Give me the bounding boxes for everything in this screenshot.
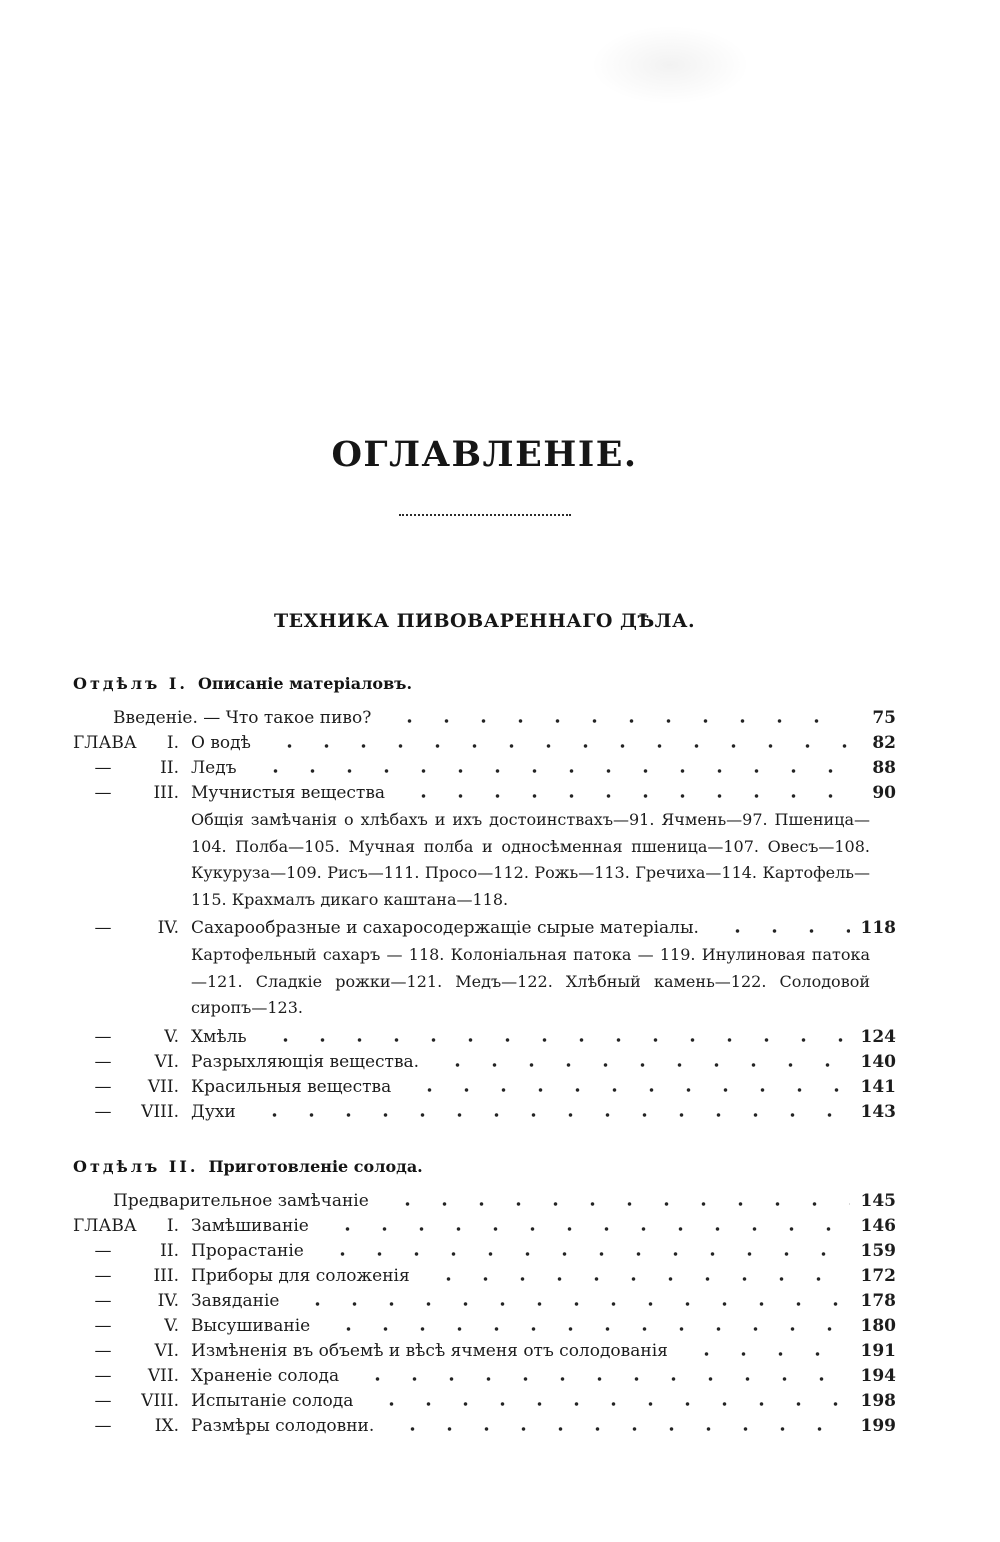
entry-numeral: II. bbox=[160, 1240, 179, 1261]
dot-leader bbox=[365, 1402, 850, 1406]
dot-leader bbox=[381, 1202, 850, 1206]
entry-page: 194 bbox=[860, 1365, 896, 1386]
entry-label: — bbox=[94, 1340, 112, 1361]
entry-page: 159 bbox=[860, 1240, 896, 1261]
entry-page: 141 bbox=[860, 1076, 896, 1097]
toc-entry bbox=[73, 1389, 896, 1414]
entry-label: — bbox=[94, 1415, 112, 1436]
section-heading-1 bbox=[73, 674, 896, 693]
toc-entry bbox=[73, 1289, 896, 1314]
dot-leader bbox=[351, 1377, 850, 1381]
entry-numeral: V. bbox=[164, 1026, 179, 1047]
toc-entry bbox=[73, 1025, 896, 1050]
toc-entry bbox=[73, 1189, 896, 1214]
toc-entry bbox=[73, 1050, 896, 1075]
entry-label: — bbox=[94, 1265, 112, 1286]
entry-label: — bbox=[94, 783, 112, 803]
dot-leader bbox=[403, 1088, 850, 1092]
entry-label: — bbox=[94, 1076, 112, 1097]
section-heading-rest: Приготовленіе солода. bbox=[208, 1156, 423, 1176]
entry-label: — bbox=[94, 1026, 112, 1047]
entry-numeral: IV. bbox=[157, 918, 179, 938]
entry-detail: Картофельный сахаръ — 118. Колоніальная патока — 119. Инулиновая патока—121. Сладкіе рожки—121. Медъ—122. Хлѣбный камень—122. Солодовой сиропъ—123. bbox=[191, 945, 870, 1017]
entry-label: — bbox=[94, 1101, 112, 1122]
section-heading-lead: Отдѣлъ I. bbox=[73, 674, 188, 693]
entry-text: Храненіе солода bbox=[191, 1365, 340, 1386]
entry-text: Прорастаніе bbox=[191, 1240, 304, 1261]
section-heading-rest: Описаніе матеріаловъ. bbox=[197, 674, 413, 693]
entry-detail: Общія замѣчанія о хлѣбахъ и ихъ достоинствахъ—91. Ячмень—97. Пшеница—104. Полба—105. Мучная полба и односѣменная пшеница—107. Овесъ—108. Кукуруза—109. Рисъ—111. Просо—112. Рожь—113. Гречиха—114. Картофель—115. Крахмалъ дикаго каштана—118. bbox=[191, 810, 870, 909]
toc-entry bbox=[73, 1264, 896, 1289]
dot-leader bbox=[711, 929, 850, 933]
entry-text: Предварительное замѣчаніе bbox=[113, 1190, 369, 1211]
toc-entry bbox=[73, 1239, 896, 1264]
entry-numeral: V. bbox=[164, 1315, 179, 1336]
dot-leader bbox=[680, 1352, 850, 1356]
entry-label: — bbox=[94, 758, 112, 778]
entry-numeral: III. bbox=[153, 783, 179, 803]
entry-text: О водѣ bbox=[191, 733, 251, 753]
entry-text: Мучнистыя вещества bbox=[191, 783, 386, 803]
dot-leader bbox=[431, 1063, 850, 1067]
dot-leader bbox=[422, 1277, 850, 1281]
entry-text: Измѣненія въ объемѣ и вѣсѣ ячменя отъ солодованія bbox=[191, 1340, 668, 1361]
entry-page: 118 bbox=[860, 918, 896, 938]
entry-page: 88 bbox=[872, 758, 896, 778]
toc-section-2 bbox=[73, 1189, 896, 1439]
toc-entry bbox=[73, 1414, 896, 1439]
entry-label: — bbox=[94, 1365, 112, 1386]
entry-numeral: I. bbox=[166, 733, 179, 753]
entry-numeral: II. bbox=[160, 758, 179, 778]
entry-text: Замѣшиваніе bbox=[191, 1215, 309, 1236]
section-heading-lead: Отдѣлъ II. bbox=[73, 1156, 199, 1176]
section-heading-2 bbox=[73, 1157, 896, 1176]
dot-leader bbox=[322, 1327, 850, 1331]
entry-label: — bbox=[94, 1240, 112, 1261]
entry-text: Духи bbox=[191, 1101, 236, 1122]
entry-text: Размѣры солодовни. bbox=[191, 1415, 375, 1436]
entry-page: 90 bbox=[872, 783, 896, 803]
entry-text: Сахарообразные и сахаросодержащіе сырые матеріалы. bbox=[191, 918, 699, 938]
entry-numeral: IV. bbox=[157, 1290, 179, 1311]
entry-label: — bbox=[94, 918, 112, 938]
dotted-divider bbox=[399, 514, 571, 516]
toc-entry bbox=[73, 1364, 896, 1389]
entry-label: — bbox=[94, 1390, 112, 1411]
entry-numeral: VIII. bbox=[141, 1101, 179, 1122]
entry-page: 82 bbox=[872, 733, 896, 753]
entry-label: — bbox=[94, 1290, 112, 1311]
entry-numeral: VI. bbox=[154, 1051, 179, 1072]
entry-page: 178 bbox=[860, 1290, 896, 1311]
entry-numeral: VIII. bbox=[141, 1390, 179, 1411]
dot-leader bbox=[249, 769, 850, 773]
entry-text: Введеніе. — Что такое пиво? bbox=[113, 708, 372, 728]
entry-page: 199 bbox=[860, 1415, 896, 1436]
entry-text: Завяданіе bbox=[191, 1290, 280, 1311]
toc-entry bbox=[73, 1214, 896, 1239]
entry-page: 191 bbox=[860, 1340, 896, 1361]
entry-label: ГЛАВА bbox=[73, 1215, 137, 1236]
toc-entry bbox=[73, 1075, 896, 1100]
dot-leader bbox=[383, 719, 850, 723]
entry-text: Высушиваніе bbox=[191, 1315, 311, 1336]
entry-text: Хмѣль bbox=[191, 1026, 247, 1047]
entry-text: Ледъ bbox=[191, 758, 237, 778]
entry-page: 145 bbox=[860, 1190, 896, 1211]
entry-numeral: I. bbox=[166, 1215, 179, 1236]
page-title: ОГЛАВЛЕНІЕ. bbox=[331, 434, 638, 475]
dot-leader bbox=[248, 1113, 850, 1117]
toc-entry bbox=[73, 916, 896, 941]
dot-leader bbox=[259, 1038, 850, 1042]
toc-entry bbox=[73, 706, 896, 731]
entry-text: Разрыхляющія вещества. bbox=[191, 1051, 420, 1072]
dot-leader bbox=[321, 1227, 850, 1231]
toc-entry bbox=[73, 781, 896, 806]
entry-text: Испытаніе солода bbox=[191, 1390, 354, 1411]
entry-numeral: III. bbox=[153, 1265, 179, 1286]
entry-page: 143 bbox=[860, 1101, 896, 1122]
entry-page: 146 bbox=[860, 1215, 896, 1236]
entry-text: Приборы для соложенія bbox=[191, 1265, 410, 1286]
entry-label: ГЛАВА bbox=[73, 733, 137, 753]
toc-entry bbox=[73, 1314, 896, 1339]
toc-entry bbox=[73, 731, 896, 756]
toc-entry bbox=[73, 756, 896, 781]
entry-numeral: VII. bbox=[147, 1365, 179, 1386]
toc-section-1 bbox=[73, 706, 896, 1125]
entry-page: 140 bbox=[860, 1051, 896, 1072]
entry-page: 198 bbox=[860, 1390, 896, 1411]
entry-label: — bbox=[94, 1051, 112, 1072]
dot-leader bbox=[291, 1302, 850, 1306]
dot-leader bbox=[263, 744, 850, 748]
entry-text: Красильныя вещества bbox=[191, 1076, 392, 1097]
entry-page: 180 bbox=[860, 1315, 896, 1336]
entry-page: 172 bbox=[860, 1265, 896, 1286]
dot-leader bbox=[316, 1252, 850, 1256]
entry-numeral: VII. bbox=[147, 1076, 179, 1097]
entry-page: 75 bbox=[872, 708, 896, 728]
book-subtitle: ТЕХНИКА ПИВОВАРЕННАГО ДѢЛА. bbox=[273, 610, 696, 632]
entry-numeral: VI. bbox=[154, 1340, 179, 1361]
toc-entry bbox=[73, 1100, 896, 1125]
dot-leader bbox=[386, 1427, 850, 1431]
entry-label: — bbox=[94, 1315, 112, 1336]
dot-leader bbox=[397, 794, 850, 798]
entry-page: 124 bbox=[860, 1026, 896, 1047]
toc-entry bbox=[73, 1339, 896, 1364]
entry-numeral: IX. bbox=[154, 1415, 179, 1436]
